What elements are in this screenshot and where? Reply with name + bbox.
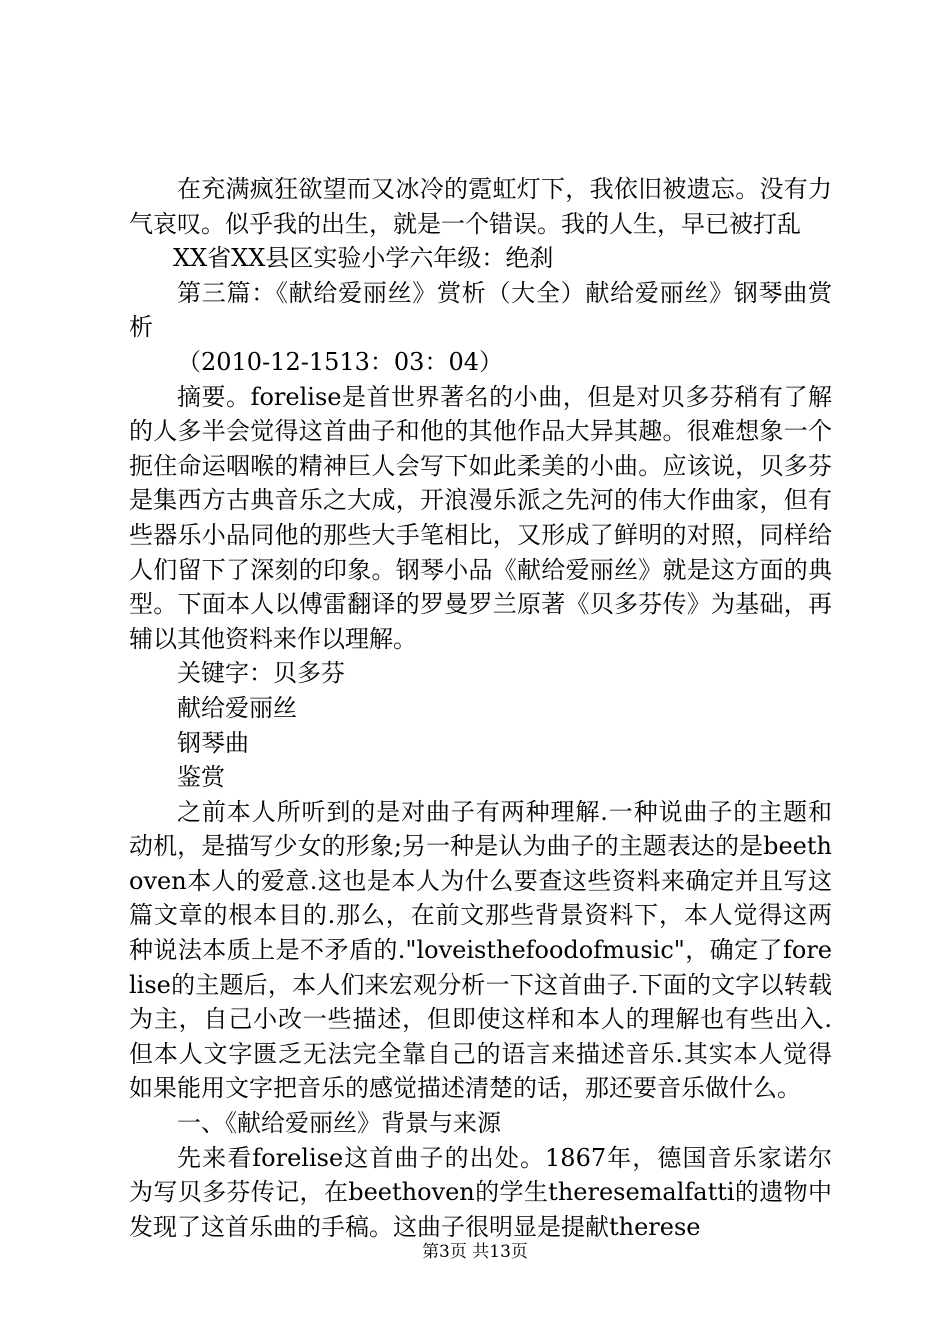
paragraph-keywords: 关键字：贝多芬 (177, 659, 345, 688)
paragraph-heading-1: 一、《献给爱丽丝》背景与来源 (177, 1109, 501, 1138)
paragraph-abstract: 摘要。forelise是首世界著名的小曲，但是对贝多芬稍有了解的人多半会觉得这首曲子和他的其他作品大异其趣。很难想象一个扼住命运咽喉的精神巨人会写下如此柔美的小曲。应该说，贝多芬是集西方古典音乐之大成，开浪漫乐派之先河的伟大作曲家，但有些器乐小品同他的那些大手笔相比，又形成了鲜明的对照，同样给人们留下了深刻的印象。钢琴小品《献给爱丽丝》就是这方面的典型。下面本人以傅雷翻译的罗曼罗兰原著《贝多芬传》为基础，再辅以其他资料来作以理解。 (129, 382, 832, 653)
paragraph-origin: 先来看forelise这首曲子的出处。1867年，德国音乐家诺尔为写贝多芬传记，在beethoven的学生theresemalfatti的遗物中发现了这首乐曲的手稿。这曲子很明显是提献therese (129, 1143, 832, 1241)
paragraph-date: （2010-12-1513：03：04） (177, 347, 503, 376)
page-footer: 第3页 共13页 (422, 1242, 528, 1262)
paragraph-author: XX省XX县区实验小学六年级：绝刹 (173, 244, 554, 273)
paragraph-intro: 在充满疯狂欲望而又冰冷的霓虹灯下，我依旧被遗忘。没有力气哀叹。似乎我的出生，就是一个错误。我的人生，早已被打乱 (129, 175, 832, 238)
paragraph-keyword-2: 钢琴曲 (177, 728, 249, 757)
paragraph-section-title: 第三篇：《献给爱丽丝》赏析（大全）献给爱丽丝》钢琴曲赏析 (129, 278, 832, 342)
paragraph-keyword-1: 献给爱丽丝 (177, 693, 297, 722)
paragraph-keyword-3: 鉴赏 (177, 763, 225, 792)
paragraph-body: 之前本人所听到的是对曲子有两种理解.一种说曲子的主题和动机，是描写少女的形象;另一种是认为曲子的主题表达的是beethoven本人的爱意.这也是本人为什么要查这些资料来确定并且写这篇文章的根本目的.那么，在前文那些背景资料下，本人觉得这两种说法本质上是不矛盾的."loveisthefoodofmusic"，确定了forelise的主题后，本人们来宏观分析一下这首曲子.下面的文字以转载为主，自己小改一些描述，但即使这样和本人的理解也有些出入.但本人文字匮乏无法完全靠自己的语言来描述音乐.其实本人觉得如果能用文字把音乐的感觉描述清楚的话，那还要音乐做什么。 (129, 797, 832, 1103)
document-body (129, 172, 832, 1244)
